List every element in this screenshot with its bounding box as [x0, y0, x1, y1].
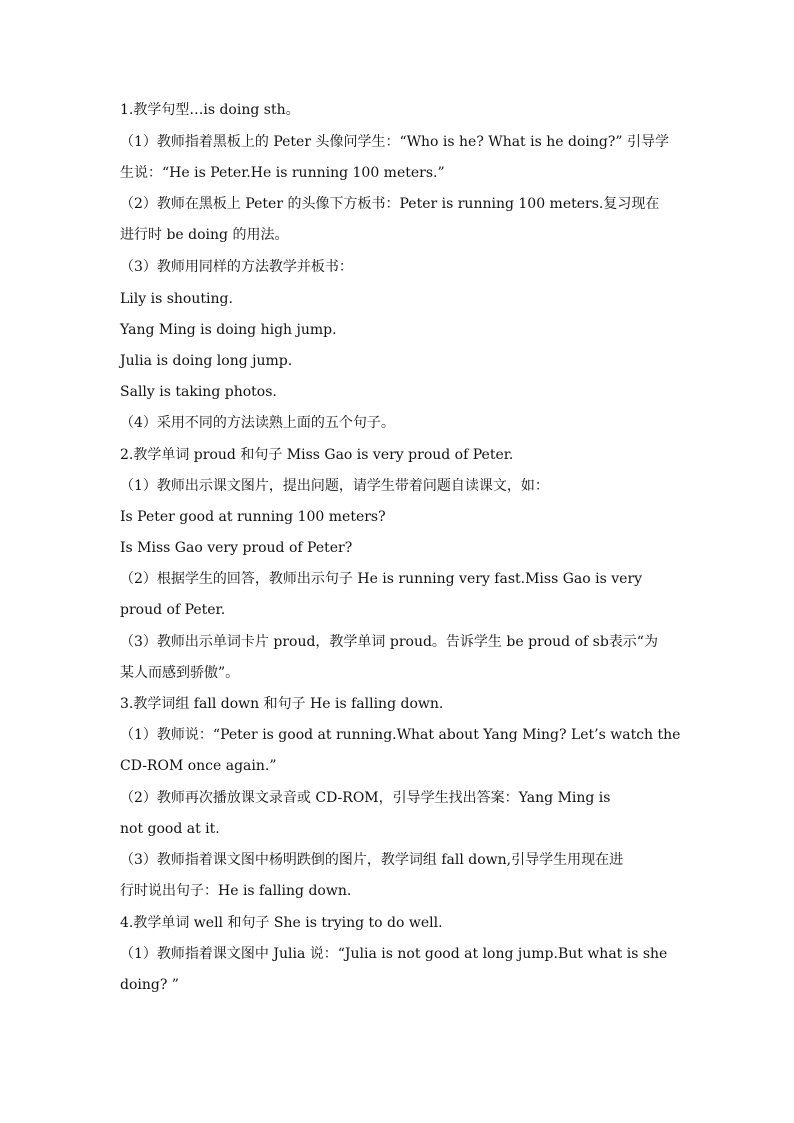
example-sentence-julia: Julia is doing long jump.	[120, 353, 293, 369]
section-4-heading: 4.教学单词 well 和句子 She is trying to do well.	[120, 915, 443, 931]
paragraph-line-24: （3）教师指着课文图中杨明跌倒的图片，教学词组 fall down,引导学生用现在进	[120, 852, 624, 868]
example-sentence-yang-ming: Yang Ming is doing high jump.	[120, 322, 337, 338]
paragraph-line-3: （2）教师在黑板上 Peter 的头像下方板书：Peter is running 100 meters.复习现在	[120, 196, 660, 212]
question-line-2: Is Miss Gao very proud of Peter?	[120, 540, 353, 556]
paragraph-line-10: （4）采用不同的方法读熟上面的五个句子。	[120, 415, 395, 431]
paragraph-line-12: （1）教师出示课文图片，提出问题，请学生带着问题自读课文，如：	[120, 478, 549, 494]
paragraph-line-20: （1）教师说：“Peter is good at running.What about Yang Ming? Let’s watch the	[120, 727, 681, 743]
example-sentence-sally: Sally is taking photos.	[120, 384, 277, 400]
section-2-heading: 2.教学单词 proud 和句子 Miss Gao is very proud of Peter.	[120, 447, 514, 463]
paragraph-line-16: proud of Peter.	[120, 602, 226, 618]
paragraph-line-25: 行时说出句子：He is falling down.	[120, 883, 352, 899]
paragraph-line-15: （2）根据学生的回答，教师出示句子 He is running very fast.Miss Gao is very	[120, 571, 643, 587]
paragraph-line-23: not good at it.	[120, 821, 220, 837]
paragraph-line-4: 进行时 be doing 的用法。	[120, 227, 289, 243]
section-1-heading: 1.教学句型…is doing sth。	[120, 102, 300, 118]
paragraph-line-27: （1）教师指着课文图中 Julia 说：“Julia is not good at long jump.But what is she	[120, 946, 668, 962]
paragraph-line-21: CD-ROM once again.”	[120, 758, 277, 774]
example-sentence-lily: Lily is shouting.	[120, 291, 233, 307]
paragraph-line-2: 生说：“He is Peter.He is running 100 meters.”	[120, 165, 445, 181]
paragraph-line-17: （3）教师出示单词卡片 proud，教学单词 proud。告诉学生 be proud of sb表示“为	[120, 634, 658, 650]
section-3-heading: 3.教学词组 fall down 和句子 He is falling down.	[120, 696, 444, 712]
paragraph-line-22: （2）教师再次播放课文录音或 CD-ROM，引导学生找出答案：Yang Ming is	[120, 790, 611, 806]
question-line-1: Is Peter good at running 100 meters?	[120, 509, 386, 525]
paragraph-line-18: 某人而感到骄傲”。	[120, 665, 240, 681]
paragraph-line-5: （3）教师用同样的方法教学并板书：	[120, 259, 353, 275]
paragraph-line-28: doing? ”	[120, 977, 179, 993]
paragraph-line-1: （1）教师指着黑板上的 Peter 头像问学生：“Who is he? What is he doing?” 引导学	[120, 134, 669, 150]
